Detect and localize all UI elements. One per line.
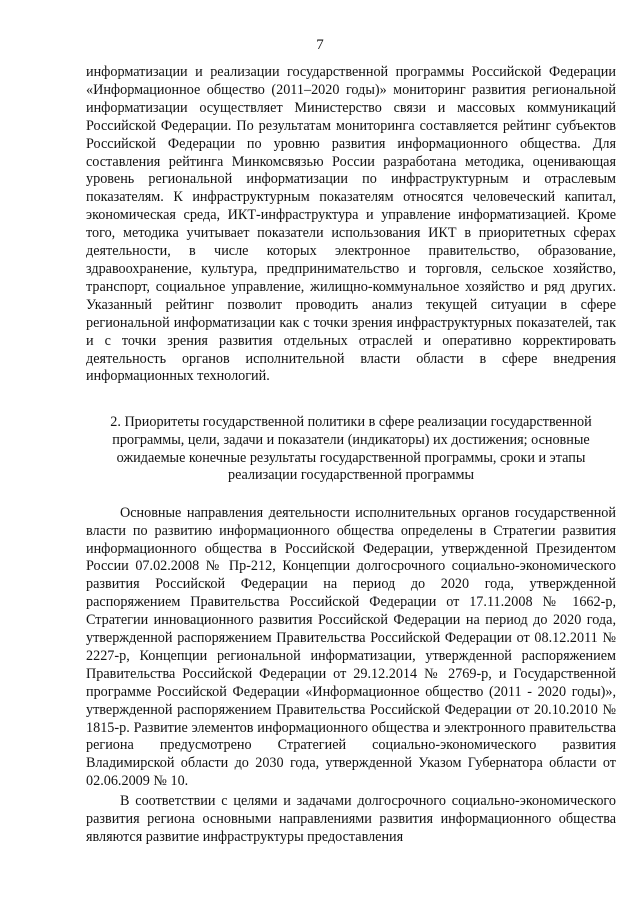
paragraph-monitoring: информатизации и реализации государственной программы Российской Федерации «Информационное общество (2011–2020 годы)» мониторинг развития региональной информатизации осуществляет Министерство связи и массовых коммуникаций Российской Федерации. По результатам мониторинга составляется рейтинг субъектов Российской Федерации по уровню развития информационного общества. Для составления рейтинга Минкомсвязью России разработана методика, оценивающая уровень региональной информатизации по инфраструктурным и отраслевым показателям. К инфраструктурным показателям относятся человеческий капитал, экономическая среда, ИКТ-инфраструктура и управление информатизацией. Кроме того, методика учитывает показатели использования ИКТ в приоритетных сферах деятельности, в числе которых электронное правительство, образование, здравоохранение, культура, предпринимательство и торговля, сельское хозяйство, транспорт, социальное управление, жилищно-коммунальное хозяйство и ряд других. Указанный рейтинг позволит проводить анализ текущей ситуации в сфере региональной информатизации как с точки зрения инфраструктурных показателей, так и с точки зрения развития отдельных отраслей и оперативно корректировать деятельность органов исполнительной власти области в сфере внедрения информационных технологий. [86,64,616,385]
paragraph-directions: Основные направления деятельности исполнительных органов государственной власти по развитию информационного общества определены в Стратегии развития информационного общества в Российской Федерации, утвержденной Президентом России 07.02.2008 № Пр-212, Концепции долгосрочного социально-экономического развития Российской Федерации на период до 2020 года, утвержденной распоряжением Правительства Российской Федерации от 17.11.2008 № 1662-р, Стратегии инновационного развития Российской Федерации на период до 2020 года, утвержденной распоряжением Правительства Российской Федерации от 08.12.2011 № 2227-р, Концепции региональной информатизации, утвержденной распоряжением Правительства Российской Федерации от 29.12.2014 № 2769-р, и Государственной программе Российской Федерации «Информационное общество (2011 - 2020 годы)», утвержденной распоряжением Правительства Российской Федерации от 20.10.2010 № 1815-р. Развитие элементов информационного общества и электронного правительства региона предусмотрено Стратегией социально-экономического развития Владимирской области до 2030 года, утвержденной Указом Губернатора области от 02.06.2009 № 10. [86,504,616,790]
paragraph-goals: В соответствии с целями и задачами долгосрочного социально-экономического развития региона основными направлениями развития информационного общества являются развитие инфраструктуры предоставления [86,793,616,845]
page-number: 7 [316,37,324,53]
document-body [86,64,616,847]
section-heading: 2. Приоритеты государственной политики в сфере реализации государственной программы, цели, задачи и показатели (индикаторы) их достижения; основные ожидаемые конечные результаты государственной программы, сроки и этапы реализации государственной программы [110,414,592,484]
